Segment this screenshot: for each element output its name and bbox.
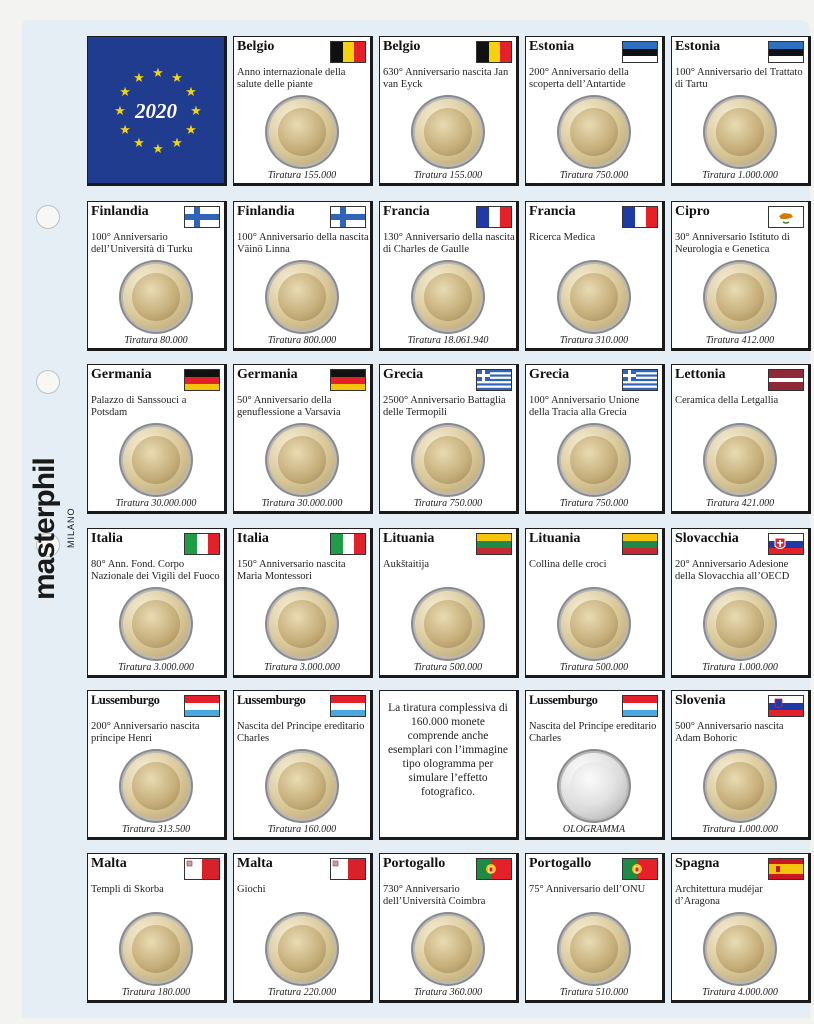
- coin-description: Nascita del Principe ereditario Charles: [237, 721, 365, 744]
- mintage-label: Tiratura 750.000: [559, 170, 629, 181]
- coin-center: [278, 436, 326, 484]
- coin-slot[interactable]: [379, 364, 519, 514]
- country-name: Portogallo: [529, 856, 592, 871]
- finland-flag-icon: [330, 206, 366, 228]
- coin-image: [561, 264, 627, 330]
- mintage-label: Tiratura 500.000: [413, 662, 483, 673]
- coin-image: [123, 916, 189, 982]
- mintage-label: OLOGRAMMA: [562, 824, 626, 835]
- star-icon: ★: [171, 135, 183, 151]
- coin-center: [716, 600, 764, 648]
- star-icon: ★: [185, 121, 197, 137]
- mintage-label: Tiratura 220.000: [267, 987, 337, 998]
- coin-slot[interactable]: [525, 528, 665, 678]
- coin-center: [570, 436, 618, 484]
- coin-center: [424, 436, 472, 484]
- coin-center: [424, 600, 472, 648]
- coin-image: [707, 427, 773, 493]
- coin-slot[interactable]: [379, 201, 519, 351]
- coin-slot[interactable]: [87, 364, 227, 514]
- coin-image: [561, 591, 627, 657]
- coin-image: [123, 427, 189, 493]
- mintage-label: Tiratura 160.000: [267, 824, 337, 835]
- coin-image: [123, 264, 189, 330]
- coin-center: [570, 108, 618, 156]
- coin-center: [424, 108, 472, 156]
- mintage-label: Tiratura 18.061.940: [407, 335, 489, 346]
- coin-description: Templi di Skorba: [91, 884, 164, 895]
- country-name: Lituania: [529, 531, 581, 546]
- coin-slot[interactable]: [233, 201, 373, 351]
- malta-flag-icon: [330, 858, 366, 880]
- lithuania-flag-icon: [476, 533, 512, 555]
- coin-center: [278, 600, 326, 648]
- country-name: Malta: [237, 856, 273, 871]
- brand-city: MILANO: [66, 507, 76, 548]
- mintage-label: Tiratura 360.000: [413, 987, 483, 998]
- star-icon: ★: [171, 69, 183, 85]
- slovakia-flag-icon: [768, 533, 804, 555]
- france-flag-icon: [476, 206, 512, 228]
- mintage-label: Tiratura 750.000: [413, 498, 483, 509]
- coin-description: 130° Anniversario della nascita di Charles de Gaulle: [383, 232, 515, 255]
- coin-center: [132, 436, 180, 484]
- portugal-flag-icon: [622, 858, 658, 880]
- country-name: Lussemburgo: [237, 693, 306, 707]
- mintage-label: Tiratura 180.000: [121, 987, 191, 998]
- coin-description: 20° Anniversario Adesione della Slovacchia all’OECD: [675, 559, 790, 582]
- coin-slot[interactable]: [233, 853, 373, 1003]
- coin-center: [278, 108, 326, 156]
- star-icon: ★: [133, 69, 145, 85]
- coin-image: [707, 99, 773, 165]
- year-label: 2020: [135, 99, 177, 123]
- country-name: Italia: [237, 531, 269, 546]
- mintage-label: Tiratura 3.000.000: [118, 662, 194, 673]
- coin-image: [561, 916, 627, 982]
- coin-center: [132, 762, 180, 810]
- coin-slot[interactable]: [525, 690, 665, 840]
- mintage-label: Tiratura 500.000: [559, 662, 629, 673]
- mintage-label: Tiratura 412.000: [705, 335, 775, 346]
- coin-description: Palazzo di Sanssouci a Potsdam: [91, 395, 187, 418]
- star-icon: ★: [152, 64, 164, 80]
- coin-slot[interactable]: [233, 36, 373, 186]
- portugal-flag-icon: [476, 858, 512, 880]
- country-name: Malta: [91, 856, 127, 871]
- coin-image: [269, 427, 335, 493]
- coin-center: [716, 273, 764, 321]
- coin-center: [132, 600, 180, 648]
- coin-center: [132, 925, 180, 973]
- brand-name: masterphil: [28, 458, 61, 600]
- mintage-label: Tiratura 155.000: [413, 170, 483, 181]
- country-name: Lituania: [383, 531, 435, 546]
- coin-slot[interactable]: [525, 201, 665, 351]
- coin-slot[interactable]: [87, 528, 227, 678]
- coin-image: [415, 916, 481, 982]
- coin-description: 2500° Anniversario Battaglia delle Termopili: [383, 395, 506, 418]
- coin-center: [570, 762, 618, 810]
- coin-description: Aukštaitija: [383, 559, 430, 570]
- coin-center: [278, 762, 326, 810]
- mintage-label: Tiratura 313.500: [121, 824, 191, 835]
- mintage-label: Tiratura 1.000.000: [702, 662, 778, 673]
- coin-description: 75° Anniversario dell’ONU: [529, 884, 646, 895]
- coin-slot[interactable]: [87, 853, 227, 1003]
- country-name: Belgio: [237, 39, 275, 54]
- coin-center: [716, 108, 764, 156]
- coin-image: [269, 591, 335, 657]
- belgium-flag-icon: [476, 41, 512, 63]
- coin-image: [123, 753, 189, 819]
- coin-description: 100° Anniversario della nascita Väinö Linna: [237, 232, 369, 255]
- finland-flag-icon: [184, 206, 220, 228]
- coin-slot[interactable]: [379, 853, 519, 1003]
- coin-slot[interactable]: [671, 364, 811, 514]
- country-name: Finlandia: [91, 204, 149, 219]
- country-name: Belgio: [383, 39, 421, 54]
- coin-center: [132, 273, 180, 321]
- coin-description: Giochi: [237, 884, 266, 895]
- coin-center: [424, 273, 472, 321]
- coin-slot[interactable]: [525, 853, 665, 1003]
- coin-image: [269, 753, 335, 819]
- coin-slot[interactable]: [525, 364, 665, 514]
- coin-image: [415, 264, 481, 330]
- coin-image: [707, 591, 773, 657]
- estonia-flag-icon: [768, 41, 804, 63]
- mintage-label: Tiratura 421.000: [705, 498, 775, 509]
- mintage-label: Tiratura 1.000.000: [702, 170, 778, 181]
- coin-center: [424, 925, 472, 973]
- greece-flag-icon: [476, 369, 512, 391]
- coin-description: 200° Anniversario nascita principe Henri: [91, 721, 200, 744]
- country-name: Lettonia: [675, 367, 726, 382]
- coin-image: [707, 916, 773, 982]
- mintage-label: Tiratura 155.000: [267, 170, 337, 181]
- star-icon: ★: [152, 140, 164, 156]
- coin-description: 50° Anniversario della genuflessione a Varsavia: [237, 395, 341, 418]
- estonia-flag-icon: [622, 41, 658, 63]
- coin-center: [570, 925, 618, 973]
- coin-image: [269, 916, 335, 982]
- coin-image: [561, 99, 627, 165]
- luxembourg-flag-icon: [184, 695, 220, 717]
- luxembourg-flag-icon: [330, 695, 366, 717]
- star-icon: ★: [114, 102, 126, 118]
- coin-slot[interactable]: [233, 364, 373, 514]
- lithuania-flag-icon: [622, 533, 658, 555]
- country-name: Cipro: [675, 204, 710, 219]
- country-name: Grecia: [383, 367, 424, 382]
- coin-slot[interactable]: [671, 201, 811, 351]
- coin-slot[interactable]: [671, 528, 811, 678]
- coin-image: [415, 427, 481, 493]
- mintage-label: Tiratura 30.000.000: [115, 498, 197, 509]
- coin-description: 100° Anniversario dell’Università di Turku: [91, 232, 193, 255]
- coin-description: Ricerca Medica: [529, 232, 596, 243]
- coin-slot[interactable]: [233, 528, 373, 678]
- country-name: Germania: [91, 367, 152, 382]
- star-icon: ★: [190, 102, 202, 118]
- coin-slot[interactable]: [233, 690, 373, 840]
- coin-description: 100° Anniversario del Trattato di Tartu: [675, 67, 803, 90]
- country-name: Germania: [237, 367, 298, 382]
- coin-description: 630° Anniversario nascita Jan van Eyck: [383, 67, 509, 90]
- cyprus-flag-icon: [768, 206, 804, 228]
- coin-center: [278, 925, 326, 973]
- france-flag-icon: [622, 206, 658, 228]
- coin-image: [123, 591, 189, 657]
- star-icon: ★: [119, 121, 131, 137]
- coin-description: Nascita del Principe ereditario Charles: [529, 721, 657, 744]
- italy-flag-icon: [330, 533, 366, 555]
- country-name: Francia: [383, 204, 430, 219]
- greece-flag-icon: [622, 369, 658, 391]
- coin-image: [415, 99, 481, 165]
- coin-description: Anno internazionale della salute delle piante: [237, 67, 346, 90]
- country-name: Lussemburgo: [91, 693, 160, 707]
- country-name: Portogallo: [383, 856, 446, 871]
- country-name: Lussemburgo: [529, 693, 598, 707]
- coin-slot[interactable]: [671, 36, 811, 186]
- coin-slot[interactable]: [379, 528, 519, 678]
- coin-center: [716, 925, 764, 973]
- coin-center: [570, 600, 618, 648]
- coin-description: 150° Anniversario nascita Maria Montessori: [237, 559, 346, 582]
- coin-description: 30° Anniversario Istituto di Neurologia e Genetica: [675, 232, 790, 255]
- country-name: Italia: [91, 531, 123, 546]
- coin-image: [269, 99, 335, 165]
- coin-center: [716, 436, 764, 484]
- coin-slot[interactable]: [87, 201, 227, 351]
- country-name: Estonia: [529, 39, 575, 54]
- year-header-card: [87, 36, 227, 186]
- brand-logo: [22, 430, 82, 600]
- mintage-label: Tiratura 4.000.000: [702, 987, 778, 998]
- country-name: Spagna: [675, 856, 720, 871]
- coin-description: 500° Anniversario nascita Adam Bohoric: [675, 721, 784, 744]
- coin-center: [716, 762, 764, 810]
- coin-description: Ceramica della Letgallia: [675, 395, 779, 406]
- mintage-label: Tiratura 80.000: [124, 335, 188, 346]
- star-icon: ★: [185, 83, 197, 99]
- mintage-label: Tiratura 310.000: [559, 335, 629, 346]
- germany-flag-icon: [184, 369, 220, 391]
- coin-slot[interactable]: [671, 690, 811, 840]
- coin-slot[interactable]: [379, 36, 519, 186]
- note-text: La tiratura complessiva di 160.000 monete comprende anche esemplari con l’immagine tipo ologramma per simulare l’effetto fotografico.: [387, 702, 509, 798]
- country-name: Slovenia: [675, 693, 726, 708]
- germany-flag-icon: [330, 369, 366, 391]
- coin-center: [278, 273, 326, 321]
- star-icon: ★: [119, 83, 131, 99]
- coin-image: [707, 264, 773, 330]
- coin-center: [570, 273, 618, 321]
- country-name: Grecia: [529, 367, 570, 382]
- star-icon: ★: [133, 135, 145, 151]
- note-card[interactable]: [379, 690, 519, 840]
- coin-description: Collina delle croci: [529, 559, 607, 570]
- mintage-label: Tiratura 30.000.000: [261, 498, 343, 509]
- coin-description: 200° Anniversario della scoperta dell’Antartide: [529, 67, 629, 90]
- coin-description: 80° Ann. Fond. Corpo Nazionale dei Vigili del Fuoco: [91, 559, 220, 582]
- slovenia-flag-icon: [768, 695, 804, 717]
- binder-hole: [36, 205, 60, 229]
- mintage-label: Tiratura 750.000: [559, 498, 629, 509]
- country-name: Finlandia: [237, 204, 295, 219]
- italy-flag-icon: [184, 533, 220, 555]
- coin-image: [561, 427, 627, 493]
- malta-flag-icon: [184, 858, 220, 880]
- coin-image: [707, 753, 773, 819]
- coin-description: Architettura mudéjar d’Aragona: [675, 884, 763, 907]
- binder-hole: [36, 370, 60, 394]
- latvia-flag-icon: [768, 369, 804, 391]
- mintage-label: Tiratura 800.000: [267, 335, 337, 346]
- coin-slot[interactable]: [87, 690, 227, 840]
- mintage-label: Tiratura 1.000.000: [702, 824, 778, 835]
- coin-image: [561, 753, 627, 819]
- country-name: Estonia: [675, 39, 721, 54]
- coin-description: 730° Anniversario dell’Università Coimbra: [383, 884, 486, 907]
- coin-image: [415, 591, 481, 657]
- belgium-flag-icon: [330, 41, 366, 63]
- coin-slot[interactable]: [525, 36, 665, 186]
- spain-flag-icon: [768, 858, 804, 880]
- country-name: Slovacchia: [675, 531, 739, 546]
- mintage-label: Tiratura 3.000.000: [264, 662, 340, 673]
- luxembourg-flag-icon: [622, 695, 658, 717]
- mintage-label: Tiratura 510.000: [559, 987, 629, 998]
- country-name: Francia: [529, 204, 576, 219]
- coin-image: [269, 264, 335, 330]
- coin-description: 100° Anniversario Unione della Tracia alla Grecia: [529, 395, 640, 418]
- coin-slot[interactable]: [671, 853, 811, 1003]
